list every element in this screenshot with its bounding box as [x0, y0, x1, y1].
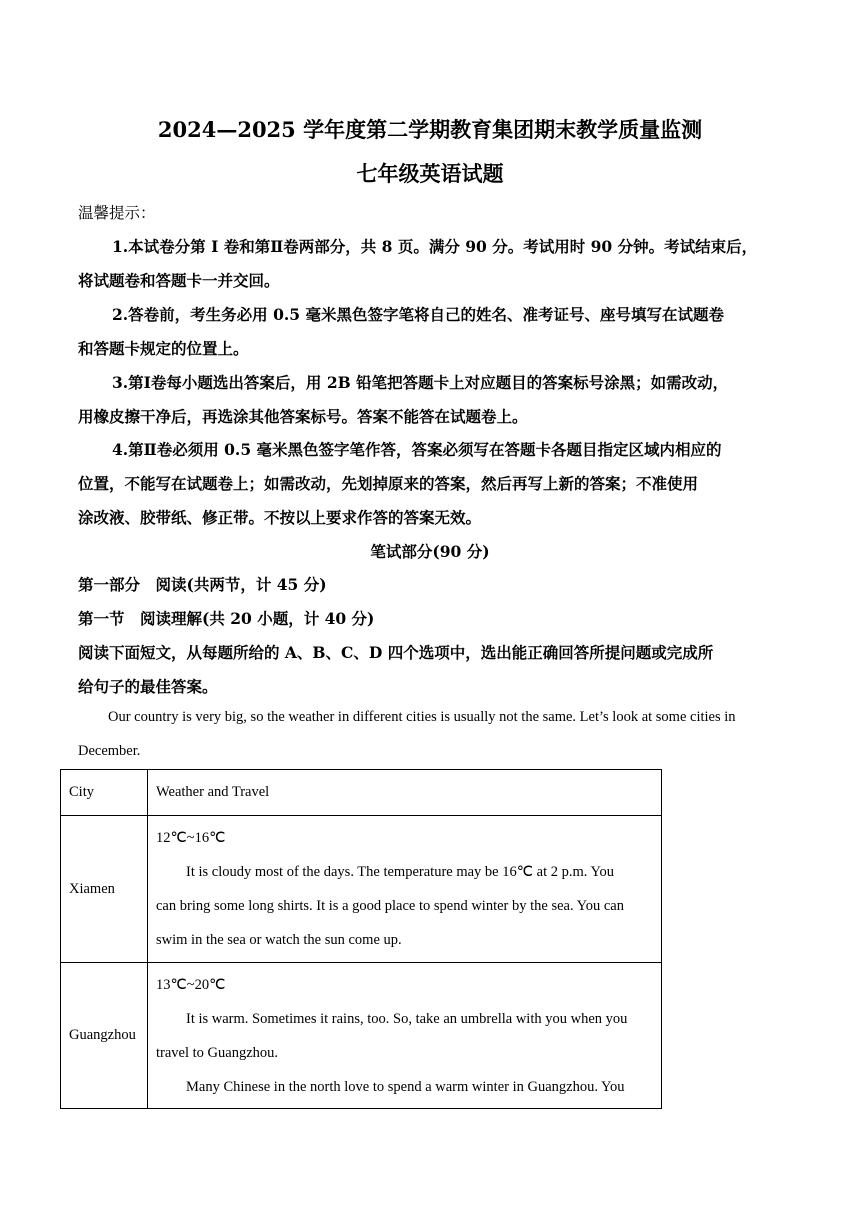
notice-heading: 温馨提示： [78, 204, 156, 222]
table-header-cell: Weather and Travel [148, 770, 662, 816]
cell-text-line: It is warm. Sometimes it rains, too. So, take an umbrella with you when you [186, 1010, 628, 1027]
notice-line: 3.第Ⅰ卷每小题选出答案后，用 2B 铅笔把答题卡上对应题目的答案标号涂黑；如需改动， [112, 373, 729, 392]
cell-text-line: can bring some long shirts. It is a good place to spend winter by the sea. You can [156, 898, 624, 914]
section-written: 笔试部分(90 分) [370, 542, 490, 561]
table-header-cell: City [61, 770, 148, 816]
table-row [61, 963, 662, 1109]
notice-line: 涂改液、胶带纸、修正带。不按以上要求作答的答案无效。 [78, 508, 482, 527]
temperature-range: 13℃~20℃ [156, 976, 226, 993]
notice-line: 将试题卷和答题卡一并交回。 [78, 271, 280, 290]
weather-cell [148, 963, 662, 1109]
table-row [61, 816, 662, 963]
part-heading: 第一部分 阅读(共两节，计 45 分) [78, 575, 327, 594]
city-cell: Guangzhou [61, 963, 148, 1109]
weather-cell [148, 816, 662, 963]
notice-line: 1.本试卷分第 I 卷和第Ⅱ卷两部分，共 8 页。满分 90 分。考试用时 90 分钟。考试结束后， [112, 237, 758, 256]
table-header-row [61, 770, 662, 816]
page-subtitle: 七年级英语试题 [356, 161, 504, 186]
weather-table [60, 769, 662, 1109]
section-heading: 第一节 阅读理解(共 20 小题，计 40 分) [78, 609, 375, 628]
page-title: 2024—2025 学年度第二学期教育集团期末教学质量监测 [157, 117, 703, 142]
notice-line: 用橡皮擦干净后，再选涂其他答案标号。答案不能答在试题卷上。 [78, 407, 528, 426]
cell-text-line: travel to Guangzhou. [156, 1044, 279, 1061]
cell-text-line: swim in the sea or watch the sun come up. [156, 932, 402, 948]
passage-intro: December. [78, 743, 141, 759]
notice-line: 4.第Ⅱ卷必须用 0.5 毫米黑色签字笔作答，答案必须写在答题卡各题目指定区域内相应的 [112, 440, 722, 459]
notice-line: 位置，不能写在试题卷上；如需改动，先划掉原来的答案，然后再写上新的答案；不准使用 [78, 474, 699, 493]
city-cell: Xiamen [61, 816, 148, 963]
temperature-range: 12℃~16℃ [156, 830, 226, 846]
notice-line: 2.答卷前，考生务必用 0.5 毫米黑色签字笔将自己的姓名、准考证号、座号填写在试题卷 [112, 305, 724, 324]
notice-line: 和答题卡规定的位置上。 [78, 339, 249, 358]
passage-intro: Our country is very big, so the weather in different cities is usually not the same. Let’s look at some cities in [108, 709, 736, 725]
cell-text-line: Many Chinese in the north love to spend a warm winter in Guangzhou. You [186, 1078, 625, 1095]
instruction-line: 阅读下面短文，从每题所给的 A、B、C、D 四个选项中，选出能正确回答所提问题或完成所 [78, 643, 714, 662]
instruction-line: 给句子的最佳答案。 [78, 677, 218, 696]
cell-text-line: It is cloudy most of the days. The temperature may be 16℃ at 2 p.m. You [186, 864, 614, 880]
